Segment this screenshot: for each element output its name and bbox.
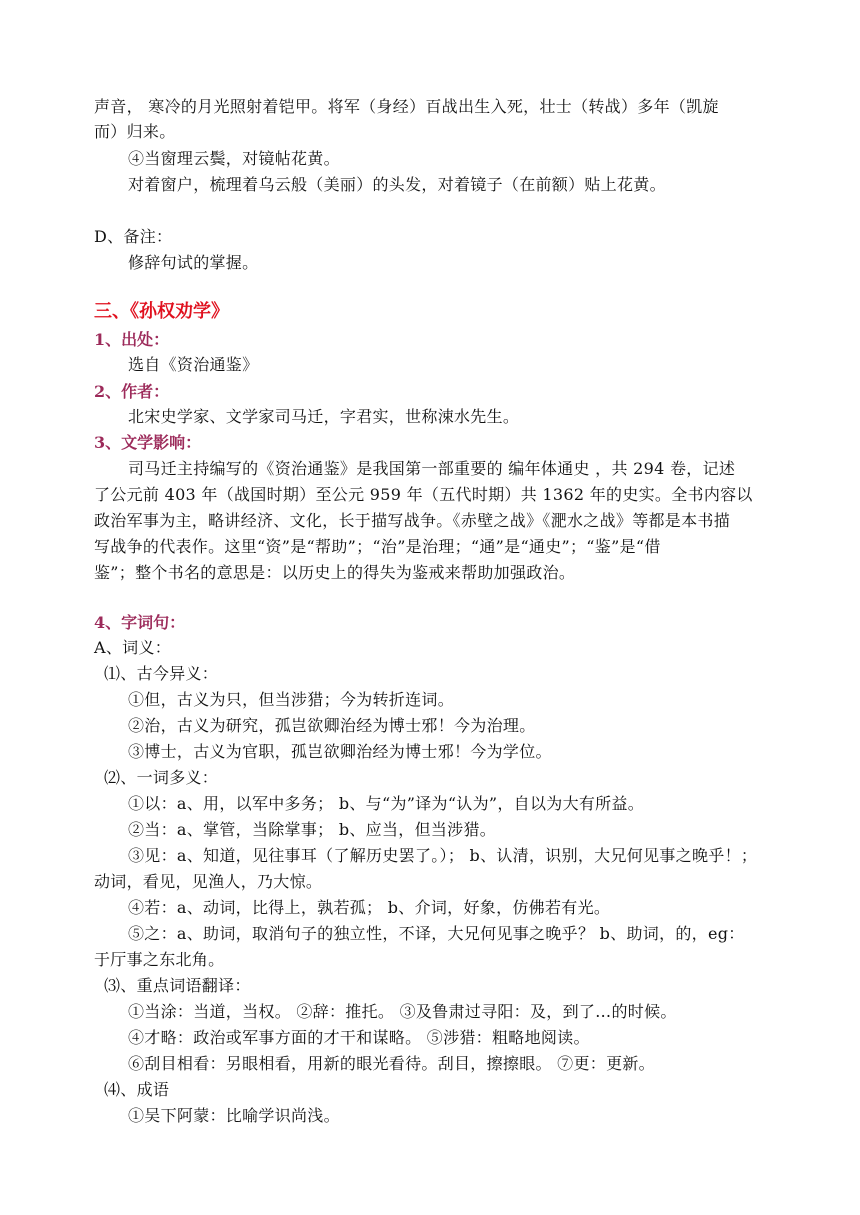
- text-line: ①吴下阿蒙：比喻学识尚浅。: [128, 1106, 340, 1125]
- subheading: 1、出处：: [94, 330, 170, 349]
- text-line: ⑵、一词多义：: [104, 768, 219, 787]
- text-line: ②治，古义为研究，孤岂欲卿治经为博士邪！今为治理。: [128, 716, 536, 735]
- text-line: 了公元前 403 年（战国时期）至公元 959 年（五代时期）共 1362 年的史实。全书内容以: [94, 485, 753, 504]
- text-line: D、备注：: [94, 227, 173, 246]
- text-line: 鉴”；整个书名的意思是：以历史上的得失为鉴戒来帮助加强政治。: [94, 563, 576, 582]
- text-line: 对着窗户，梳理着乌云般（美丽）的头发，对着镜子（在前额）贴上花黄。: [128, 175, 666, 194]
- text-line: ⑤之：a、助词，取消句子的独立性，不译，大兄何见事之晚乎？ b、助词，的，eg：: [128, 924, 745, 943]
- text-line: ①以：a、用，以军中多务； b、与“为”译为“认为”，自以为大有所益。: [128, 794, 645, 813]
- text-line: ②当：a、掌管，当除掌事； b、应当，但当涉猎。: [128, 820, 497, 839]
- text-line: ①当涂：当道，当权。 ②辞：推托。 ③及鲁肃过寻阳：及，到了…的时候。: [128, 1002, 677, 1021]
- text-line: ③见：a、知道，见往事耳（了解历史罢了。）； b、认清，识别，大兄何见事之晚乎！；: [128, 846, 758, 865]
- subheading: 3、文学影响：: [94, 433, 202, 452]
- text-line: ⑶、重点词语翻译：: [104, 976, 251, 995]
- subheading: 4、字词句：: [94, 613, 186, 632]
- text-line: 而）归来。: [94, 122, 176, 141]
- text-line: 修辞句试的掌握。: [128, 253, 259, 272]
- section-title: 三、《孙权劝学》: [94, 301, 229, 322]
- text-line: 于厅事之东北角。: [94, 950, 225, 969]
- text-line: 声音， 寒冷的月光照射着铠甲。将军（身经）百战出生入死，壮士（转战）多年（凯旋: [94, 97, 719, 116]
- text-line: ④当窗理云鬓，对镜帖花黄。: [128, 149, 340, 168]
- text-line: ③博士，古义为官职，孤岂欲卿治经为博士邪！今为学位。: [128, 742, 552, 761]
- text-line: 动词，看见，见渔人，乃大惊。: [94, 872, 323, 891]
- text-line: 司马迁主持编写的《资治通鉴》是我国第一部重要的 编年体通史 ，共 294 卷，记述: [128, 459, 736, 478]
- subheading: 2、作者：: [94, 382, 170, 401]
- text-line: 北宋史学家、文学家司马迁，字君实，世称涑水先生。: [128, 407, 520, 426]
- text-line: 写战争的代表作。这里“资”是“帮助”；“治”是治理；“通”是“通史”；“鉴”是“借: [94, 537, 661, 556]
- text-line: 政治军事为主，略讲经济、文化，长于描写战争。《赤壁之战》《淝水之战》等都是本书描: [94, 511, 731, 530]
- text-line: ⑥刮目相看：另眼相看，用新的眼光看待。刮目，擦擦眼。 ⑦更：更新。: [128, 1054, 655, 1073]
- text-line: ⑴、古今异义：: [104, 664, 219, 683]
- text-line: 选自《资治通鉴》: [128, 355, 259, 374]
- text-line: ④若：a、动词，比得上，孰若孤； b、介词，好象，仿佛若有光。: [128, 898, 611, 917]
- text-line: ⑷、成语: [104, 1080, 170, 1099]
- text-line: ①但，古义为只，但当涉猎；今为转折连词。: [128, 690, 455, 709]
- text-line: A、词义：: [94, 638, 172, 657]
- text-line: ④才略：政治或军事方面的才干和谋略。 ⑤涉猎：粗略地阅读。: [128, 1028, 590, 1047]
